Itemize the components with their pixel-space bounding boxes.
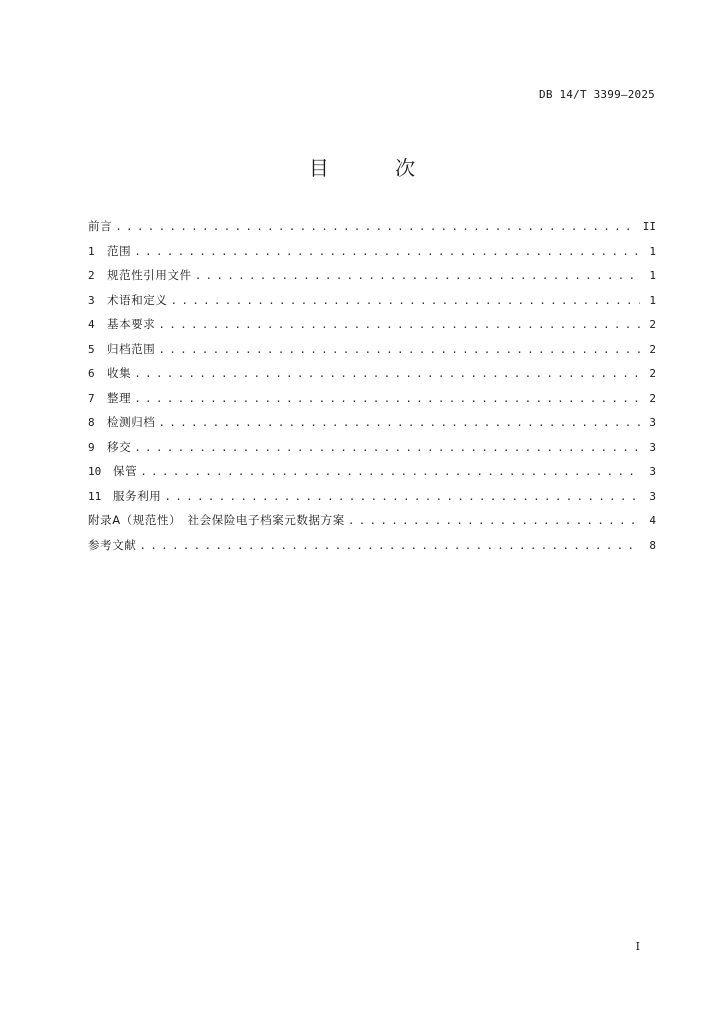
toc-entry-number: 9 [88,440,95,454]
toc-entry-label: 前言 [88,219,113,233]
standard-code: DB 14/T 3399—2025 [539,88,655,101]
toc-entry-number: 5 [88,342,95,356]
toc-entry-label: 范围 [107,243,132,258]
toc-leader-dots [115,220,637,233]
toc-entry-label: 归档范围 [107,341,156,356]
toc-leader-dots [140,465,640,478]
toc-entry-transfer[interactable] [88,439,656,464]
toc-entry-scope[interactable] [88,243,656,268]
toc-leader-dots [195,269,640,282]
toc-entry-basic-requirements[interactable] [88,316,656,341]
toc-entry-page: 1 [649,244,656,258]
toc-entry-number: 2 [88,269,95,282]
toc-entry-page: 2 [649,367,656,380]
toc-entry-service-utilization[interactable] [88,488,656,513]
toc-leader-dots [134,441,640,454]
toc-entry-normative-references[interactable] [88,267,656,292]
toc-entry-terms-definitions[interactable] [88,292,656,317]
toc-entry-label: 移交 [107,439,132,454]
toc-entry-appendix-a[interactable] [88,512,656,537]
toc-leader-dots [348,514,640,527]
toc-entry-number: 3 [88,293,95,307]
toc-leader-dots [134,245,640,258]
toc-leader-dots [164,490,640,503]
page-number: I [635,940,640,953]
toc-entry-page: 3 [649,465,656,478]
toc-entry-label: 服务利用 [113,488,162,503]
toc-entry-page: II [642,220,656,233]
toc-leader-dots [134,392,640,405]
table-of-contents [88,218,656,561]
toc-leader-dots [134,367,640,380]
toc-entry-number: 7 [88,391,95,405]
toc-leader-dots [139,539,640,552]
toc-entry-page: 3 [649,416,656,429]
toc-entry-archiving-scope[interactable] [88,341,656,366]
toc-entry-page: 3 [649,440,656,454]
toc-entry-arrangement[interactable] [88,390,656,415]
toc-entry-collection[interactable] [88,365,656,390]
toc-entry-page: 4 [649,514,656,527]
toc-entry-label: 整理 [107,390,132,405]
toc-entry-inspection-archiving[interactable] [88,414,656,439]
toc-entry-number: 8 [88,416,95,429]
toc-entry-page: 2 [649,318,656,331]
toc-entry-page: 2 [649,391,656,405]
toc-leader-dots [158,416,640,429]
toc-entry-label: 检测归档 [107,415,156,429]
toc-leader-dots [158,318,640,331]
toc-entry-number: 10 [88,465,102,478]
toc-entry-page: 3 [649,489,656,503]
toc-entry-preface[interactable] [88,218,656,243]
toc-title: 目 次 [308,156,446,180]
toc-entry-label: 收集 [107,366,132,380]
toc-entry-label: 附录A（规范性） 社会保险电子档案元数据方案 [88,513,345,527]
toc-leader-dots [171,294,641,307]
toc-entry-page: 2 [649,342,656,356]
toc-entry-page: 1 [649,269,656,282]
toc-entry-number: 1 [88,244,95,258]
toc-entry-label: 参考文献 [88,537,137,552]
toc-entry-number: 6 [88,367,95,380]
toc-entry-label: 术语和定义 [107,292,168,307]
toc-entry-label: 保管 [113,464,138,478]
toc-entry-page: 1 [649,293,656,307]
toc-entry-label: 基本要求 [107,317,156,331]
toc-entry-number: 11 [88,489,102,503]
toc-leader-dots [158,343,640,356]
toc-entry-number: 4 [88,318,95,331]
toc-entry-label: 规范性引用文件 [107,268,192,282]
toc-entry-bibliography[interactable] [88,537,656,562]
toc-entry-page: 8 [649,538,656,552]
toc-entry-custody[interactable] [88,463,656,488]
